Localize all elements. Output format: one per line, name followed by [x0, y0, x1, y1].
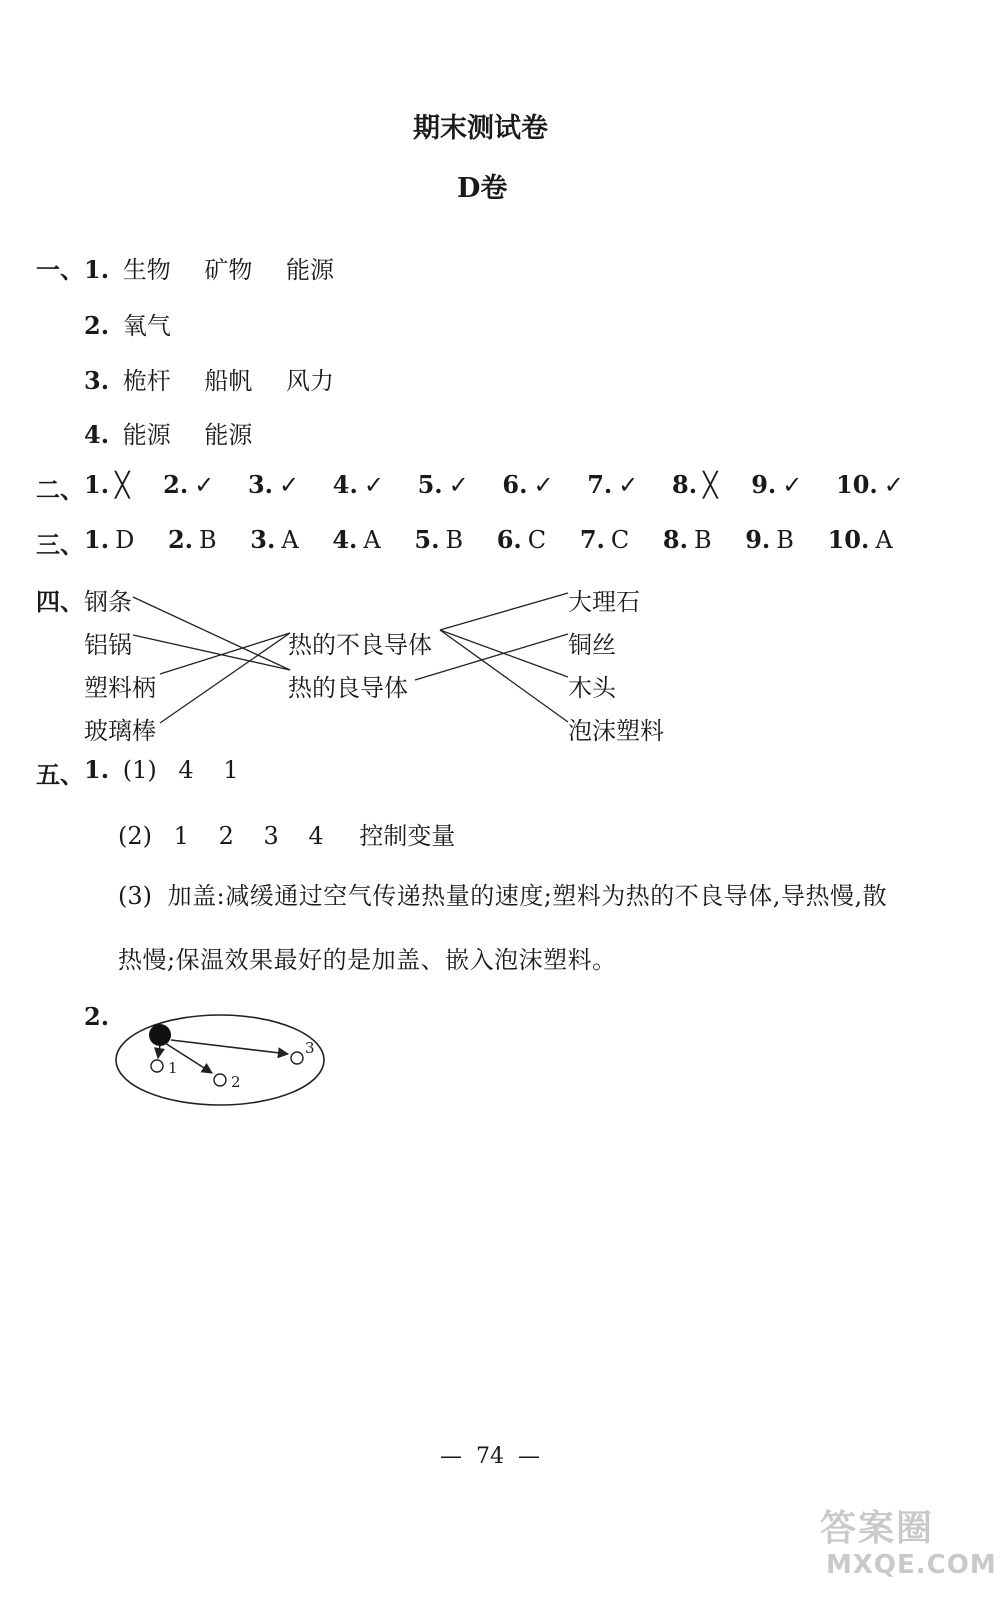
section2-label: 二、 [36, 475, 84, 504]
choice-answer: C [527, 526, 547, 554]
choice-answer: B [445, 526, 464, 554]
check-mark-icon: ✓ [448, 471, 469, 499]
left-item: 玻璃棒 [84, 717, 156, 745]
answer: 能源 [122, 421, 171, 449]
arrow-to-3 [171, 1040, 288, 1054]
value: 4 [308, 822, 324, 850]
item-number: 10. [836, 470, 878, 499]
answer: 桅杆 [122, 367, 171, 395]
item-number: 6. [496, 525, 522, 554]
point-1-circle [151, 1060, 163, 1072]
page-number-value: 74 [476, 1444, 504, 1469]
item-number: 7. [587, 470, 613, 499]
right-item: 木头 [568, 674, 616, 702]
watermark-logo: 答案圈 [820, 1508, 935, 1549]
section1-label: 一、 [36, 255, 84, 284]
check-mark-icon: ✓ [194, 471, 215, 499]
item-number: 8. [662, 525, 688, 554]
choice-answer: A [281, 526, 299, 554]
section5-label: 五、 [36, 760, 84, 789]
page-title: 期末测试卷 [413, 113, 548, 144]
cross-mark-icon: ╳ [115, 471, 130, 499]
item-number: 1. [84, 470, 110, 499]
section4-label: 四、 [36, 587, 84, 616]
check-mark-icon: ✓ [782, 471, 803, 499]
item-number: 4. [332, 525, 358, 554]
answer: 能源 [285, 256, 334, 284]
section3-label: 三、 [36, 530, 84, 559]
right-item: 铜丝 [568, 631, 616, 659]
item-number: 4. [332, 470, 358, 499]
arrow-to-1 [158, 1045, 160, 1058]
item-number: 9. [745, 525, 771, 554]
choice-answer: A [875, 526, 893, 554]
item-number: 3. [250, 525, 276, 554]
value: 1 [173, 822, 189, 850]
choice-answer: B [776, 526, 794, 554]
item-number: 2. [167, 525, 194, 554]
point-1-label: 1 [168, 1059, 178, 1077]
left-item: 铝锅 [84, 631, 132, 659]
item-number: 9. [751, 470, 777, 499]
right-item: 大理石 [568, 588, 640, 616]
left-item: 钢条 [84, 588, 132, 616]
item-number: 4. [84, 420, 110, 449]
answer-text: 控制变量 [359, 822, 456, 850]
answer: 生物 [122, 256, 171, 284]
cross-mark-icon: ╳ [703, 471, 718, 499]
point-2-circle [214, 1074, 226, 1086]
check-mark-icon: ✓ [279, 471, 300, 499]
point-3-label: 3 [305, 1039, 315, 1057]
dash: — [504, 1444, 540, 1469]
check-mark-icon: ✓ [363, 471, 384, 499]
answer: 船帆 [204, 367, 253, 395]
part-label: (2) [118, 822, 152, 850]
middle-item: 热的不良导体 [288, 631, 432, 659]
dash: — [440, 1444, 476, 1469]
answer-text: 加盖:减缓通过空气传递热量的速度;塑料为热的不良导体,导热慢,散 [167, 882, 888, 910]
item-number: 3. [84, 366, 110, 395]
item-number: 3. [247, 470, 274, 499]
choice-answer: A [363, 526, 381, 554]
page-subtitle: D卷 [457, 173, 508, 204]
item-number: 10. [827, 525, 870, 554]
part-label: (1) [122, 756, 157, 784]
middle-item: 热的良导体 [288, 674, 408, 702]
item-number: 8. [672, 470, 698, 499]
page-number [440, 1444, 540, 1469]
item-number: 1. [84, 755, 110, 784]
answer: 矿物 [204, 256, 253, 284]
choice-answer: D [115, 526, 135, 554]
answer: 氧气 [122, 312, 171, 340]
value: 2 [218, 822, 234, 850]
answer: 能源 [204, 421, 253, 449]
check-mark-icon: ✓ [618, 471, 639, 499]
item-number: 5. [414, 525, 440, 554]
check-mark-icon: ✓ [533, 471, 554, 499]
item-number: 6. [502, 470, 528, 499]
right-item: 泡沫塑料 [568, 717, 664, 745]
check-mark-icon: ✓ [883, 471, 904, 499]
answer-text: 热慢;保温效果最好的是加盖、嵌入泡沫塑料。 [118, 946, 617, 974]
item-number: 7. [579, 525, 605, 554]
q2-number: 2. [84, 1002, 110, 1031]
part-label: (3) [118, 882, 152, 910]
watermark-url: MXQE.COM [826, 1550, 997, 1580]
point-2-label: 2 [231, 1073, 241, 1091]
point-3-circle [291, 1052, 303, 1064]
item-number: 2. [84, 311, 110, 340]
choice-answer: B [693, 526, 712, 554]
answer: 风力 [285, 367, 334, 395]
item-number: 5. [417, 470, 443, 499]
choice-answer: B [199, 526, 217, 554]
value: 3 [263, 822, 279, 850]
value: 4 [178, 756, 194, 784]
choice-answer: C [610, 526, 630, 554]
item-number: 1. [84, 525, 110, 554]
item-number: 2. [163, 470, 189, 499]
item-number: 1. [84, 255, 110, 284]
heat-source-dot [149, 1024, 171, 1046]
value: 1 [223, 756, 239, 784]
left-item: 塑料柄 [84, 674, 156, 702]
